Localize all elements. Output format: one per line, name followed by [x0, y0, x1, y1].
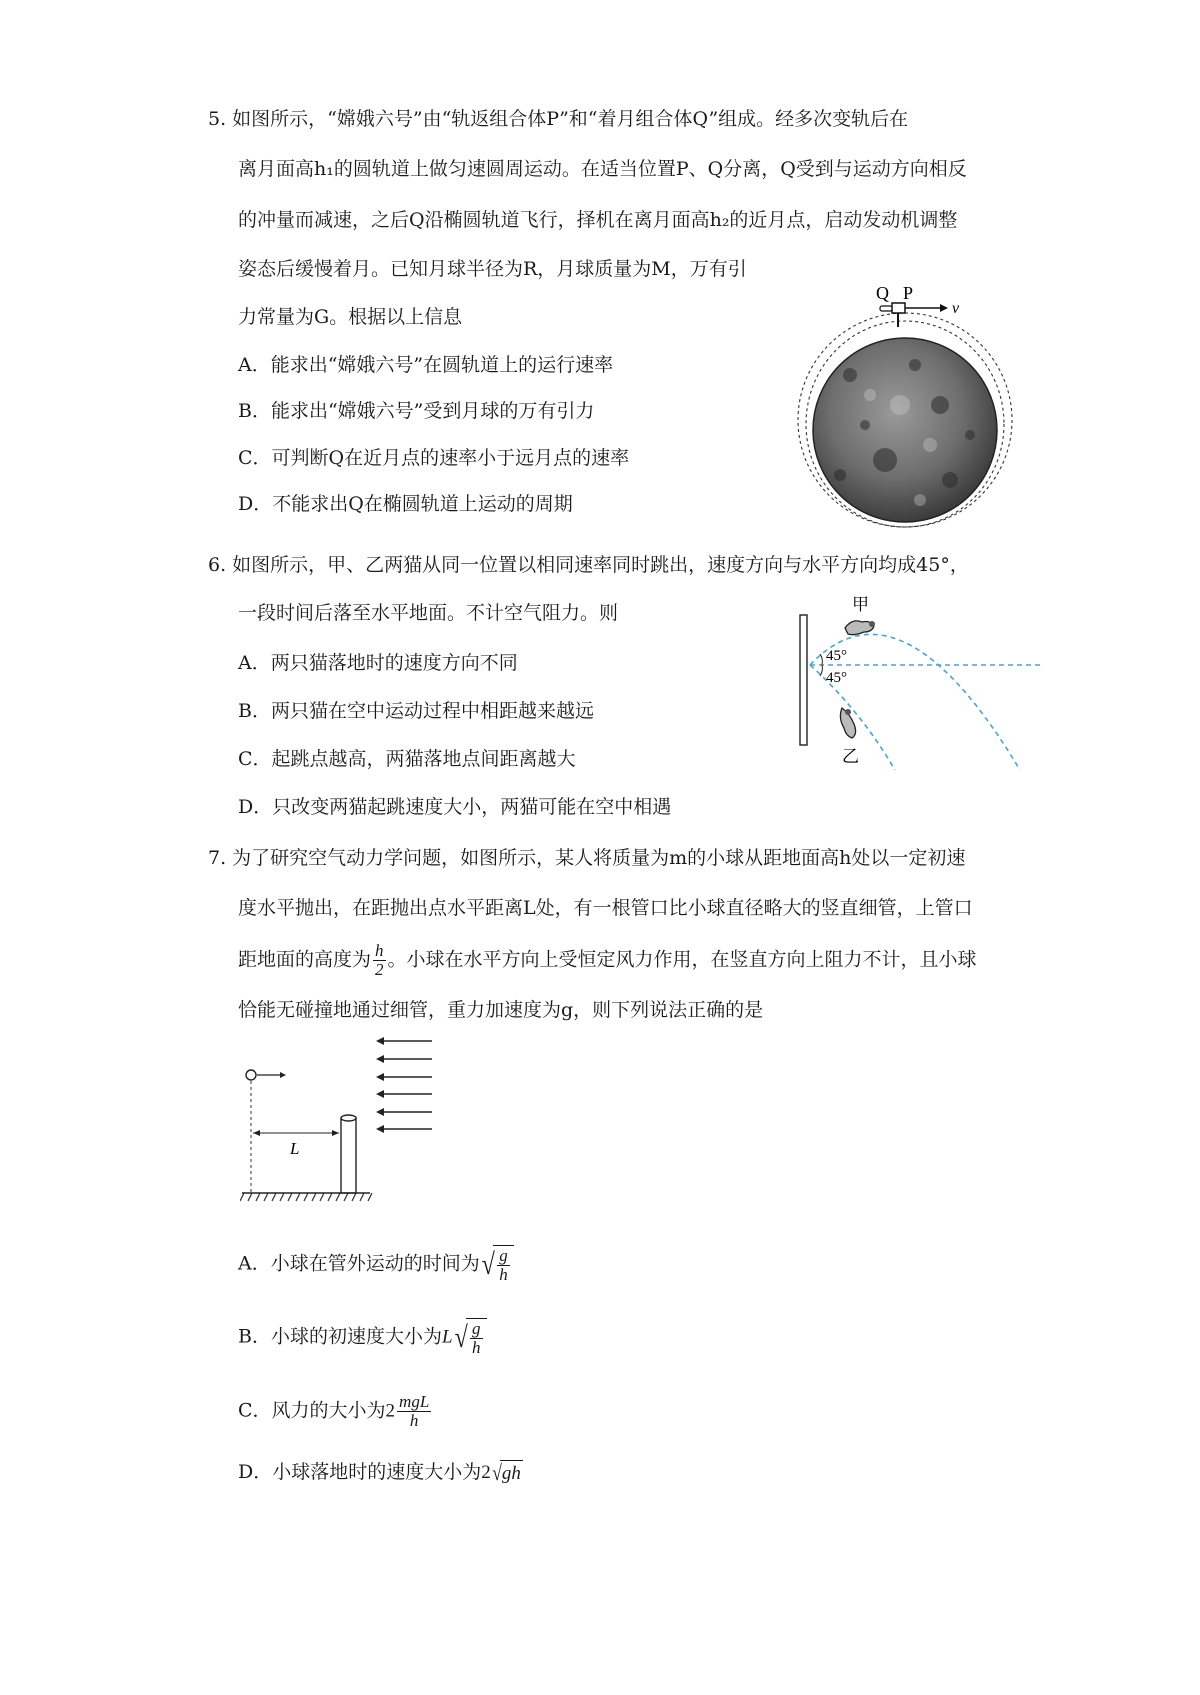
q7-stem-line-4: 恰能无碰撞地通过细管，重力加速度为g，则下列说法正确的是: [238, 999, 764, 1021]
q7-tube-figure: [240, 1030, 440, 1220]
q7-stem-line-3: [238, 942, 977, 979]
label-p: P: [903, 285, 914, 303]
spacecraft-q: [880, 306, 892, 311]
q5-stem-line-2: 离月面高h₁的圆轨道上做匀速圆周运动。在适当位置P、Q分离，Q受到与运动方向相反: [238, 158, 967, 180]
q7-option-d[interactable]: D．小球落地时的速度大小为2√gh: [238, 1460, 521, 1485]
q5-moon-figure: [790, 285, 1020, 535]
q7-c-fraction: $\frac{\text{mgL}}{h}$: [399, 1392, 430, 1430]
q7-line3-pre: 距地面的高度为: [238, 948, 372, 971]
q6-option-d[interactable]: D．只改变两猫起跳速度大小，两猫可能在空中相遇: [238, 796, 672, 818]
q7-stem-line-2: 度水平抛出，在距抛出点水平距离L处，有一根管口比小球直径略大的竖直细管，上管口: [238, 897, 973, 919]
q7-stem-line-1: 7. 为了研究空气动力学问题，如图所示，某人将质量为m的小球从距地面高h处以一定初速: [208, 847, 966, 869]
q5-option-c[interactable]: C．可判断Q在近月点的速率小于远月点的速率: [238, 447, 630, 469]
q7-option-c[interactable]: C．风力的大小为2 $\frac{\text{mgL}}{h}$: [238, 1392, 430, 1430]
q5-option-d[interactable]: D．不能求出Q在椭圆轨道上运动的周期: [238, 493, 573, 515]
q6-stem-line-2: 一段时间后落至水平地面。不计空气阻力。则: [238, 602, 619, 624]
label-jia: 甲: [852, 595, 869, 614]
cat-jia-icon: [845, 621, 875, 635]
wind-arrows: [382, 1041, 432, 1129]
label-q: Q: [876, 285, 889, 303]
vertical-tube: [341, 1118, 356, 1193]
spacecraft-p: [892, 303, 905, 313]
q6-option-b[interactable]: B．两只猫在空中运动过程中相距越来越远: [238, 700, 594, 722]
q6-option-a[interactable]: A．两只猫落地时的速度方向不同: [238, 652, 518, 674]
angle-bottom: 45°: [826, 670, 847, 686]
label-yi: 乙: [842, 747, 859, 766]
q5-option-a[interactable]: A．能求出“嫦娥六号”在圆轨道上的运行速率: [238, 354, 614, 376]
q5-option-b[interactable]: B．能求出“嫦娥六号”受到月球的万有引力: [238, 400, 595, 422]
label-v: v: [952, 300, 960, 317]
cat-yi-icon: [840, 708, 855, 738]
q7-line3-post: 。小球在水平方向上受恒定风力作用，在竖直方向上阻力不计，且小球: [387, 948, 977, 971]
q7-h-half-fraction: $\frac{h}{2}$: [375, 941, 384, 979]
wall: [800, 615, 807, 745]
q7-d-sqrt: √gh: [491, 1460, 521, 1485]
q7-a-sqrt: √ $\frac{g}{h}$: [480, 1245, 514, 1284]
q7-option-b[interactable]: B．小球的初速度大小为L√ $\frac{g}{h}$: [238, 1318, 487, 1357]
q6-cats-figure: [790, 590, 1050, 785]
q7-b-sqrt: √ $\frac{g}{h}$: [453, 1318, 487, 1357]
angle-top: 45°: [826, 648, 847, 664]
q5-stem-line-1: 5. 如图所示，“嫦娥六号”由“轨返组合体P”和“着月组合体Q”组成。经多次变轨后在: [208, 108, 909, 130]
q5-stem-line-3: 的冲量而减速，之后Q沿椭圆轨道飞行，择机在离月面高h₂的近月点，启动发动机调整: [238, 209, 958, 231]
q7-option-a[interactable]: A．小球在管外运动的时间为√ $\frac{g}{h}$: [238, 1245, 514, 1284]
q6-option-c[interactable]: C．起跳点越高，两猫落地点间距离越大: [238, 748, 576, 770]
q5-stem-line-4: 姿态后缓慢着月。已知月球半径为R，月球质量为M，万有引: [238, 258, 747, 280]
ball: [246, 1070, 256, 1080]
moon: [813, 338, 997, 522]
q6-stem-line-1: 6. 如图所示，甲、乙两猫从同一位置以相同速率同时跳出，速度方向与水平方向均成45°，: [208, 554, 969, 576]
q5-stem-line-5: 力常量为G。根据以上信息: [238, 306, 463, 328]
label-l: L: [290, 1139, 300, 1158]
